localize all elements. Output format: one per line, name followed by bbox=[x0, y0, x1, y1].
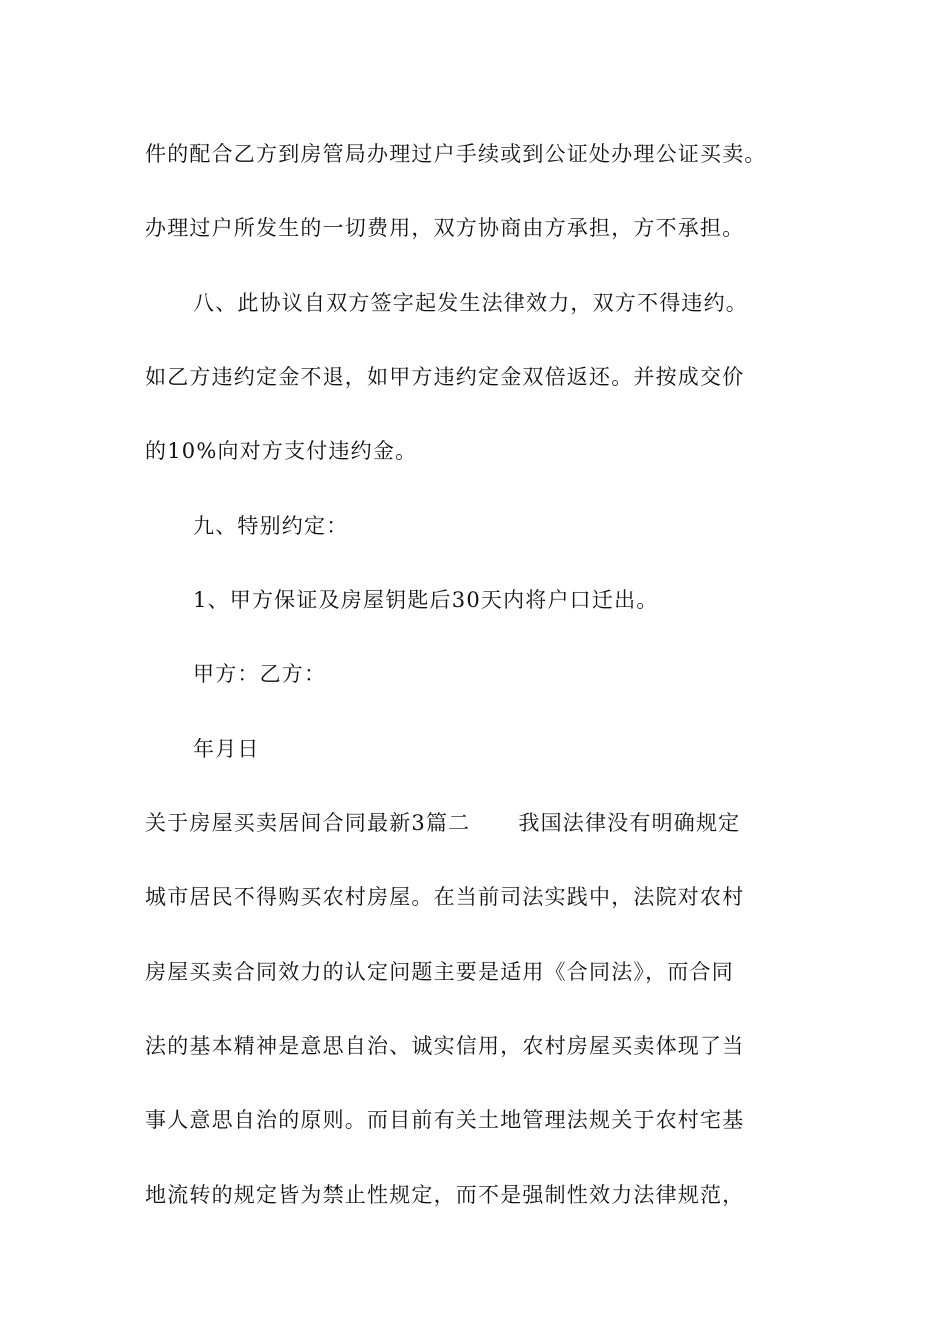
section-heading-continuation: 我国法律没有明确规定 bbox=[518, 811, 741, 835]
paragraph-line: 办理过户所发生的一切费用，双方协商由方承担，方不承担。 bbox=[145, 216, 745, 240]
paragraph-line: 房屋买卖合同效力的认定问题主要是适用《合同法》，而合同 bbox=[145, 960, 734, 984]
paragraph-line: 法的基本精神是意思自治、诚实信用，农村房屋买卖体现了当 bbox=[145, 1034, 745, 1058]
paragraph-line: 城市居民不得购买农村房屋。在当前司法实践中，法院对农村 bbox=[145, 885, 745, 909]
paragraph-line: 事人意思自治的原则。而目前有关土地管理法规关于农村宅基 bbox=[145, 1108, 745, 1132]
section-heading-line bbox=[145, 803, 815, 843]
signature-parties: 甲方：乙方： bbox=[193, 662, 327, 686]
paragraph-line: 的10%向对方支付违约金。 bbox=[145, 439, 418, 463]
special-term-1: 1、甲方保证及房屋钥匙后30天内将户口迁出。 bbox=[193, 588, 659, 612]
clause-eight: 八、此协议自双方签字起发生法律效力，双方不得违约。 bbox=[193, 291, 748, 315]
section-heading: 关于房屋买卖居间合同最新3篇二 bbox=[145, 811, 471, 835]
clause-nine-heading: 九、特别约定： bbox=[193, 514, 349, 538]
signature-date: 年月日 bbox=[193, 737, 260, 761]
paragraph-line: 地流转的规定皆为禁止性规定，而不是强制性效力法律规范， bbox=[145, 1183, 745, 1207]
paragraph-line: 件的配合乙方到房管局办理过户手续或到公证处办理公证买卖。 bbox=[145, 142, 767, 166]
paragraph-line: 如乙方违约定金不退，如甲方违约定金双倍返还。并按成交价 bbox=[145, 365, 745, 389]
